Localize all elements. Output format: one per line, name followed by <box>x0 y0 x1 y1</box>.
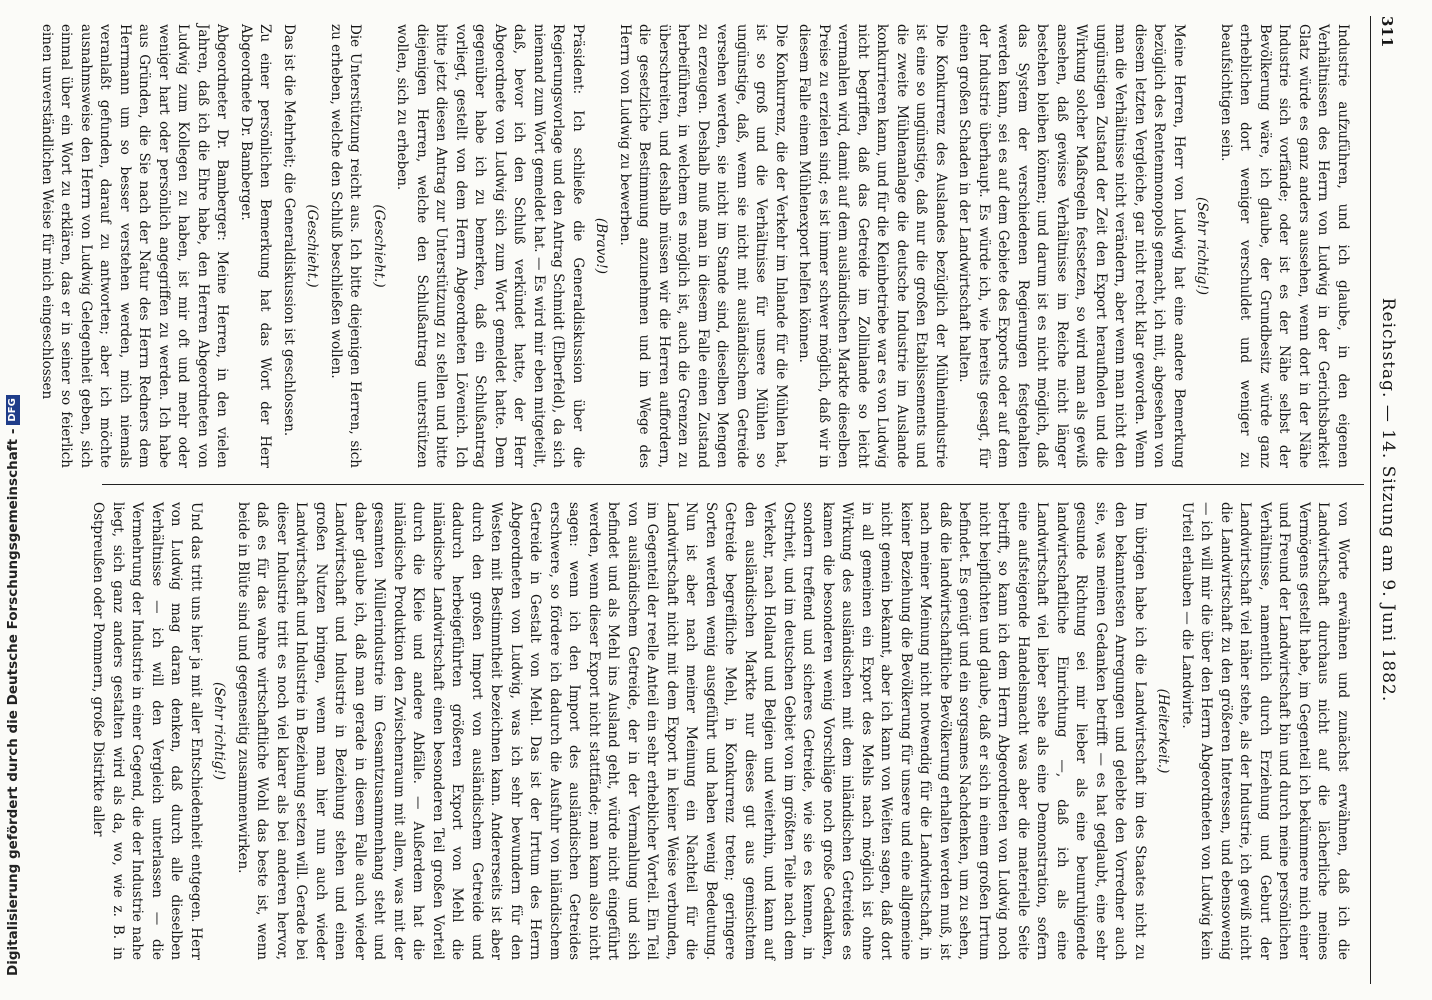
column-divider <box>102 484 1364 485</box>
text-column-left <box>39 24 1352 468</box>
paragraph: von Worte erwähnen und zunächst erwähnen, daß ich die Landwirtschaft durchaus nicht auf die lächerliche meines Vermögens gestellt habe, im Gegenteil ich bekümmere mich einer und Freund der Landwirtschaft bin und durch meine persönlichen Verhältnisse, namentlich durch Erziehung und Geburt der Landwirtschaft viel näher stehe, als der Industrie, ich gewiß nicht die Landwirtschaft zu den größeren Interessen, und ebensowenig — ich will mir die über den Herrn Abgeordneten von Ludwig kein Urteil erlauben — die Landwirte. <box>1179 502 1351 960</box>
paragraph: Zu einer persönlichen Bemerkung hat das Wort der Herr Abgeordnete Dr. Bamberger. <box>238 24 274 468</box>
header-title: Reichstag. — 14. Sitzung am 9. Juni 1882. <box>1378 297 1398 703</box>
paragraph: Meine Herren, Herr von Ludwig hat eine andere Bemerkung bezüglich des Rentenmonopols gemacht, ich mit, abgesehen von diesem letzten Vergleiche, gar nicht recht klar geworden. Wenn man die Verhältnisse nicht verändern, aber wenn man nicht den ungünstigen Zustand der Zeit den Export heraufholen und die Wirkung solcher Maßregeln festsetzen, so wird man als gewiß ansehen, daß gewisse Verhältnisse im Reiche nicht länger bestehen bleiben können; und darum ist es nicht möglich, daß das System der verschiedenen Regierungen festgehalten werden kann, sei es auf dem Gebiete des Exports oder auf dem der Industrie überhaupt. Es würde ich, wie hereits gesagt, für einen großen Schaden in der Landwirtschaft halten. <box>956 24 1187 468</box>
paragraph: Im übrigen habe ich die Landwirtschaft im des Staates nicht zu den bekanntesten Anregungen und gelebte den Vorredner auch sie, was meinen Gedanken betrifft — es hat geglaubt, eine sehr gesunde Richtung sei mir lieber als eine beunruhigende landwirtschaftliche Einrichtung —, daß ich als eine Landwirtschaft viel lieber sehe als eine Demonstration, sofern eine aufsteigende Handelsmacht was aber die materielle Seite betrifft, so kann ich dem Herrn Abgeordneten von Ludwig noch nicht beipflichten und glaube, daß er sich in einem großen Irrtum befindet. Es genügt und ein sorgsames Nachdenken, um zu sehen, daß die landwirtschaftliche Bevölkerung erhalten werden muß, ist nach meiner Meinung nicht notwendig für die Landwirtschaft, in keiner Beziehung die Bevölkerung für unsere und eine allgemeine nicht gemein bekannt, aber ich kann von Weiten sagen, daß dort in all gemeinen ein Export des Mehls nach möglich ist ohne Wirkung des ausländischen mit dem inländischen Getreides es kamen die besonderen wenig Vorschläge noch große Gedanken, sondern treffend und sicheres Getreide, wie sie es kennen, in Ostrheit, und im deutschen Gebiet von im größten Teile nach dem Verkehr, nach Holland und Belgien und weiterhin, und kann auf den ausländischen Markte nur dieses gut aus gemischtem Getreide begreifliche Mehl, in Konkurrenz treten; geringere Sorten werden wenig ausgeführt und haben wenig Bedeutung. Nun ist aber nach meiner Meinung ein Nachteil für die Landwirtschaft nicht mit dem Export in keiner Weise verbunden, im Gegenteil der reelle Anteil ein sehr erheblicher Vorteil. Ein Teil von ausländischem Getreide, der in der Vermahlung und sich befindet und als Mehl ins Ausland geht, würde nicht eingeführt werden, wenn dieser Export nicht stattfände; man kann also nicht sagen: wenn ich den Import des ausländischen Getreides erschwere, so fördere ich dadurch die Ausfuhr von inländischem Getreide in Gestalt von Mehl. Das ist der Irrtum des Herrn Abgeordneten von Ludwig, was ich sehr bewundern für den Westen mit Bestimmtheit bezeichnen kann. Andererseits ist aber durch den großen Import von ausländischem Getreide und dadurch herbeigeführten größeren Export von Mehl die inländische Landwirtschaft einen besonderen Teil großen Vorteil durch die Kleie und andere Abfälle. — Außerdem hat die inländische Produktion den Zwischenraum mit allem, was mit der gesamten Müllerindustrie im Gesamtzusammenhang steht und daher glaube ich, daß man gerade in diesem Falle auch wieder Landwirtschaft und Industrie in Beziehung stehen und einen großen Nutzen bringen, wenn man hier nun auch wieder Landwirtschaft und Industrie in Beziehung setzen will. Gerade bei dieser Industrie tritt es noch viel klarer als bei anderen hervor, daß es für das wahre wirtschaftliche Wohl das beste ist, wenn beide in Blüte sind und gegenseitig zusammenwirken. <box>235 502 1148 960</box>
digitization-credit <box>1 0 25 976</box>
header-rule <box>1370 16 1371 984</box>
paragraph: Die Konkurrenz, die der Verkehr im Inlande für die Mühlen hat, ist so groß und die Verhältnisse für unsere Mühlen so ungünstige, daß, wenn sie nicht mit ausländischem Getreide versehen werden, sie nicht im Stande sind, dieselben Mengen zu erzeugen. Deshalb muß man in diesem Falle einen Zustand herbeiführen, in welchem es möglich ist, auch die Grenzen zu überschreiten, und deshalb müssen wir die Herren auffordern, die gesetzliche Bestimmung anzunehmen und im Wege des Herrn von Ludwig zu bewerben. <box>617 24 789 468</box>
remark: (Heiterkeit.) <box>1155 688 1172 774</box>
paragraph: Und das tritt uns hier ja mit aller Entschiedenheit entgegen. Herr von Ludwig mag daran denken, daß durch alle dieselben Verhältnisse — ich will den Vergleich unterlassen — die Vermehrung der Industrie in einer Gegend, die der Industrie nahe liegt, sich ganz anders gestalten wird als da, wo, wie z. B. in Ostpreußen oder Pommern, große Distrikte aller <box>90 502 204 960</box>
paragraph: Abgeordneter Dr. Bamberger: Meine Herren, in den vielen Jahren, daß ich die Ehre habe, den Herren Abgeordneten von Ludwig zum Kollegen zu haben, ist mir oft und mehr oder weniger hart oder persönlich angegriffen zu werden. Ich habe aus Gründen, die Sie nach der Natur des Herrn Redners dem Herrmann um so besser verstehen werden, mich niemals veranlaßt gefunden, darauf zu antworten; aber ich möchte ausnahmsweise den Herrn von Ludwig Gelegenheit geben, sich einmal über ein Wort zu erklären, das er in seiner so feierlich einen unverständlichen Weise für mich eingeschlossen <box>39 24 231 468</box>
running-header <box>1372 8 1412 992</box>
remark: (Geschieht.) <box>304 204 321 288</box>
credit-sidebar <box>0 0 26 1000</box>
rotated-page-content <box>39 8 1412 992</box>
remark: (Bravo!) <box>593 217 610 275</box>
remark: (Sehr richtig!) <box>211 681 228 781</box>
remark: (Sehr richtig!) <box>1194 196 1211 296</box>
page-number: 311 <box>1378 16 1396 48</box>
paragraph: Die Unterstützung reicht aus. Ich bitte diejenigen Herren, sich zu erheben, welche den Schluß beschließen wollen. <box>328 24 364 468</box>
paragraph: Präsident: Ich schließe die Generaldiskussion über die Regierungsvorlage und den Antrag Schmidt (Elberfeld), da sich niemand zum Wort gemeldet hat. — Es wird mir eben mitgeteilt, daß, bevor ich den Schluß verkündet hatte, der Herr Abgeordnete von Ludwig sich zum Wort gemeldet hatte. Dem gegenüber habe ich zu bemerken, daß ein Schlußantrag vorliegt, gestellt von dem Herrn Abgeordneten Lövenich. Ich bitte jetzt diesen Antrag zur Unterstützung zu stellen und bitte diejenigen Herren, welche den Schlußantrag unterstützen wollen, sich zu erheben. <box>394 24 586 468</box>
remark: (Geschieht.) <box>371 204 387 288</box>
paragraph: Industrie aufzuführen, und ich glaube, in den eigenen Verhältnissen des Herrn von Ludwig in der Gerichtsbarkeit Glatz würde es ganz anders aussehen, wenn dort in der Nähe Industrie sich vorfände; oder ist es der Nähe selbst der Bevölkerung wäre, ich glaube, der Grundbesitz würde ganz erheblichen dort weniger verschuldet und weniger zu beaufsichtigen sein. <box>1218 24 1351 468</box>
credit-text: Digitalisierung gefördert durch die Deutsche Forschungsgemeinschaft - <box>5 428 21 976</box>
paragraph: Das ist die Mehrheit; die Generaldiskussion ist geschlossen. <box>281 24 297 437</box>
dfg-logo: DFG <box>6 395 20 424</box>
paragraph: Die Konkurrenz des Auslandes bezüglich der Mühlenindustrie ist eine so ungünstige, daß nur die großen Etablissements und die zweite Mühlenanlage die deutsche Industrie im Auslande konkurrieren kann, und für die Kleinbetriebe war es von Ludwig nicht begriffen, daß das Getreide im Zollinlande so leicht vermahlen wird, damit auf dem ausländischen Markte dieselben Preise zu erzielen sind; es ist immer schwer möglich, daß wir in diesem Falle einem Mühlenexport helfen können. <box>796 24 949 468</box>
text-column-right <box>90 502 1352 960</box>
